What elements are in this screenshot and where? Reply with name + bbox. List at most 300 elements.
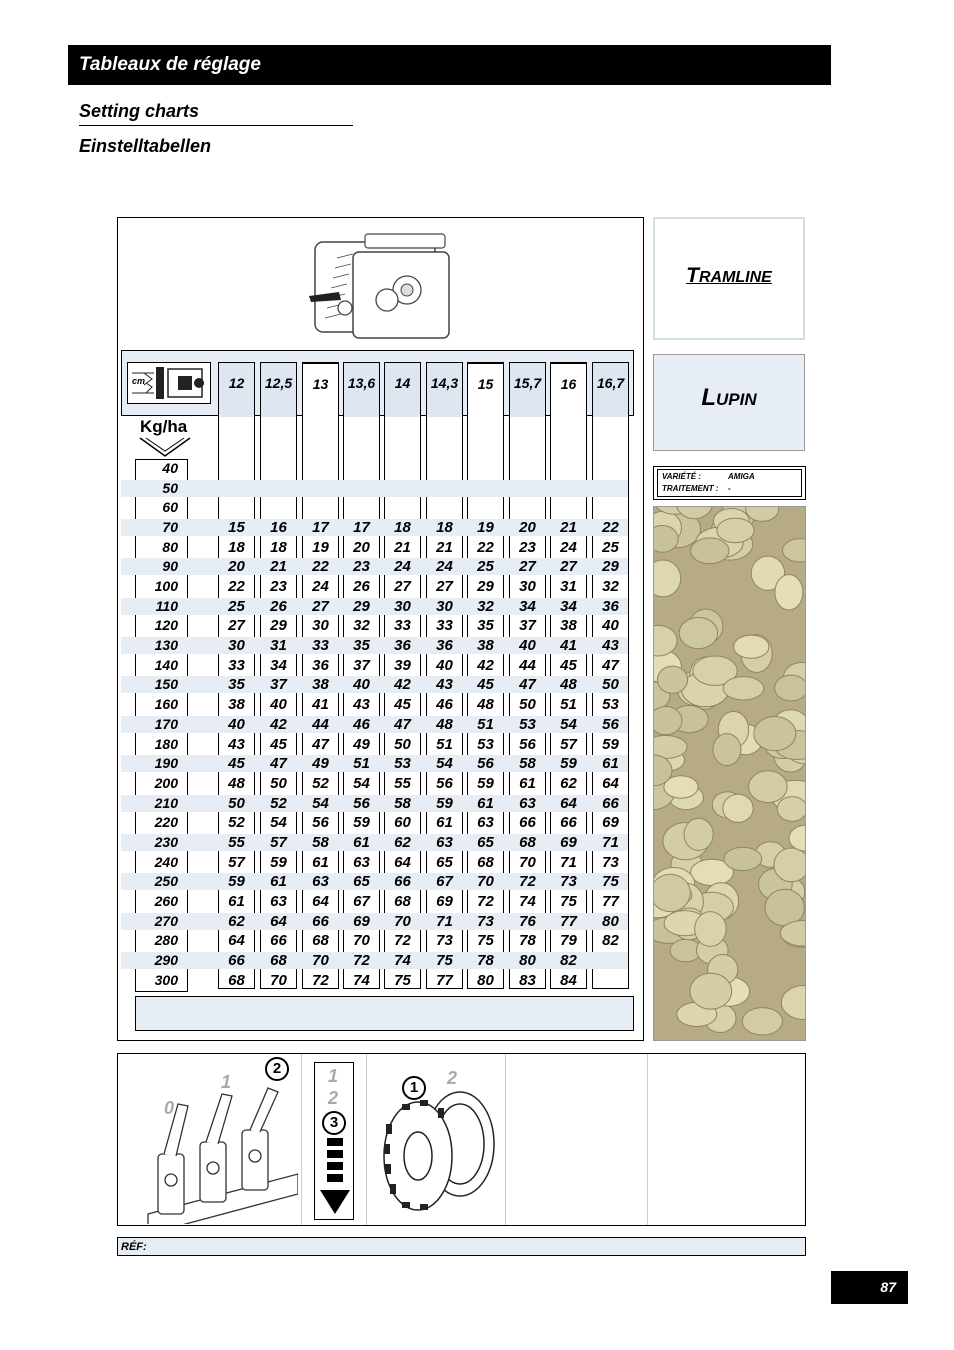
- table-cell: 36: [436, 637, 453, 655]
- table-cell: 51: [436, 735, 453, 753]
- table-cell: 53: [394, 755, 411, 773]
- table-cell: 27: [394, 578, 411, 596]
- table-cell: 25: [477, 558, 494, 576]
- arrow-down-icon: [138, 436, 192, 458]
- table-cell: 78: [477, 952, 494, 969]
- kg-ha-value: 170: [154, 715, 178, 732]
- table-cell: 56: [602, 715, 619, 733]
- seed-shape: [774, 848, 805, 882]
- seed-shape: [742, 1008, 782, 1035]
- table-cell: 59: [602, 735, 619, 753]
- tramline-label: TRAMLINE: [686, 264, 772, 287]
- table-cell: 63: [353, 853, 370, 871]
- variety-row: VARIÉTÉ : AMIGA: [662, 472, 755, 481]
- seed-shape: [657, 666, 687, 693]
- table-cell: 57: [228, 853, 245, 871]
- table-cell: 66: [602, 794, 619, 812]
- table-cell: 55: [228, 833, 245, 851]
- table-cell: 21: [394, 538, 411, 556]
- table-cell: 73: [602, 853, 619, 871]
- table-cell: 80: [477, 971, 494, 989]
- table-cell: 21: [436, 538, 453, 556]
- seed-shape: [781, 986, 805, 1020]
- table-cell: 30: [312, 617, 329, 635]
- table-cell: 61: [228, 892, 245, 910]
- table-cell: 27: [228, 617, 245, 635]
- table-cell: 29: [477, 578, 494, 596]
- table-cell: 33: [228, 656, 245, 674]
- subtitle-underline: [79, 125, 353, 126]
- table-cell: 20: [228, 558, 245, 576]
- table-cell: 61: [477, 794, 494, 812]
- table-cell: 25: [602, 538, 619, 556]
- kg-ha-value: 200: [154, 774, 178, 791]
- table-cell: 65: [477, 833, 494, 851]
- table-cell: 37: [353, 656, 370, 674]
- table-cell: 59: [436, 794, 453, 812]
- table-cell: 61: [436, 814, 453, 832]
- divider: [366, 1054, 367, 1225]
- table-cell: 59: [270, 853, 287, 871]
- table-cell: 30: [228, 637, 245, 655]
- table-cell: 38: [312, 676, 329, 694]
- table-cell: 60: [394, 814, 411, 832]
- table-cell: 64: [602, 774, 619, 792]
- column-header: 15,7: [510, 363, 545, 417]
- table-cell: 66: [394, 873, 411, 891]
- table-cell: 36: [312, 656, 329, 674]
- table-cell: 42: [394, 676, 411, 694]
- column-header: 15: [477, 376, 494, 392]
- table-cell: 39: [394, 656, 411, 674]
- seed-shape: [654, 560, 681, 597]
- table-cell: 64: [228, 932, 245, 950]
- table-cell: 76: [519, 912, 536, 930]
- seed-shape: [754, 717, 796, 751]
- page-title: Tableaux de réglage: [79, 54, 261, 75]
- kg-ha-value: 150: [154, 676, 178, 693]
- settings-panel: [117, 1053, 806, 1226]
- kg-ha-value: 50: [162, 479, 178, 496]
- table-cell: 27: [519, 558, 536, 576]
- table-cell: 40: [436, 656, 453, 674]
- table-cell: 55: [394, 774, 411, 792]
- table-cell: 51: [560, 696, 577, 714]
- table-cell: 68: [477, 853, 494, 871]
- variety-info: [657, 469, 802, 497]
- table-cell: 75: [602, 873, 619, 891]
- table-cell: 82: [602, 932, 619, 950]
- table-cell: 41: [312, 696, 329, 714]
- table-cell: 78: [519, 932, 536, 950]
- seed-shape: [679, 618, 717, 649]
- seed-shape: [654, 625, 677, 656]
- seed-shape: [777, 797, 805, 822]
- table-cell: 58: [519, 755, 536, 773]
- seed-shape: [713, 734, 741, 766]
- table-cell: 68: [228, 971, 245, 989]
- table-cell: 29: [270, 617, 287, 635]
- table-cell: 32: [353, 617, 370, 635]
- table-cell: 24: [436, 558, 453, 576]
- table-cell: 54: [436, 755, 453, 773]
- column-header: 14,3: [427, 363, 462, 417]
- table-cell: 38: [477, 637, 494, 655]
- kg-ha-value: 40: [162, 460, 178, 476]
- kg-ha-label: Kg/ha: [140, 417, 188, 436]
- table-cell: 62: [228, 912, 245, 930]
- table-cell: 57: [560, 735, 577, 753]
- table-cell: 24: [560, 538, 577, 556]
- table-cell: 56: [477, 755, 494, 773]
- table-cell: 61: [312, 853, 329, 871]
- table-cell: 47: [312, 735, 329, 753]
- table-cell: 68: [270, 952, 287, 969]
- table-cell: 20: [353, 538, 370, 556]
- table-cell: 69: [353, 912, 370, 930]
- chart-footer-box: [135, 996, 634, 1031]
- kg-ha-value: 210: [154, 794, 178, 811]
- table-cell: 74: [394, 952, 411, 969]
- seed-shape: [724, 847, 762, 870]
- column-header: 12: [219, 363, 254, 417]
- table-cell: 37: [519, 617, 536, 635]
- table-cell: 33: [436, 617, 453, 635]
- page-number: 87: [831, 1271, 908, 1304]
- table-cell: 77: [602, 892, 619, 910]
- lupin-seeds-photo: [653, 506, 806, 1041]
- seed-shape: [723, 794, 753, 822]
- table-cell: 27: [312, 597, 329, 615]
- table-cell: 54: [312, 794, 329, 812]
- table-cell: 63: [519, 794, 536, 812]
- table-cell: 70: [353, 932, 370, 950]
- table-cell: 18: [228, 538, 245, 556]
- table-cell: 73: [560, 873, 577, 891]
- table-cell: 50: [394, 735, 411, 753]
- table-cell: 18: [270, 538, 287, 556]
- kg-ha-value: 110: [155, 597, 178, 614]
- table-cell: 72: [519, 873, 536, 891]
- kg-ha-value: 120: [154, 617, 178, 634]
- divider: [505, 1054, 506, 1225]
- table-cell: 40: [270, 696, 287, 714]
- crop-name: LUPIN: [701, 384, 757, 411]
- row-band: [121, 480, 628, 497]
- kg-ha-value: 140: [154, 656, 178, 673]
- table-cell: 68: [519, 833, 536, 851]
- column-header: 14: [385, 363, 420, 417]
- table-cell: 42: [270, 715, 287, 733]
- table-cell: 71: [602, 833, 619, 851]
- table-cell: 65: [436, 853, 453, 871]
- table-cell: 15: [228, 519, 245, 537]
- table-cell: 74: [353, 971, 370, 989]
- table-cell: 72: [477, 892, 494, 910]
- table-cell: 37: [270, 676, 287, 694]
- table-cell: 73: [477, 912, 494, 930]
- table-cell: 23: [353, 558, 370, 576]
- table-cell: 24: [394, 558, 411, 576]
- table-cell: 59: [353, 814, 370, 832]
- table-cell: 70: [394, 912, 411, 930]
- table-cell: 31: [560, 578, 577, 596]
- table-cell: 25: [228, 597, 245, 615]
- table-cell: 62: [394, 833, 411, 851]
- seeds-texture: [654, 507, 805, 1040]
- table-cell: 53: [602, 696, 619, 714]
- table-cell: 22: [228, 578, 245, 596]
- kg-ha-value: 300: [154, 971, 178, 988]
- table-cell: 47: [270, 755, 287, 773]
- table-cell: 30: [519, 578, 536, 596]
- table-cell: 70: [270, 971, 287, 989]
- table-cell: 68: [312, 932, 329, 950]
- table-cell: 26: [270, 597, 287, 615]
- table-cell: 66: [270, 932, 287, 950]
- table-cell: 66: [560, 814, 577, 832]
- table-cell: 32: [602, 578, 619, 596]
- table-cell: 75: [394, 971, 411, 989]
- table-cell: 17: [353, 519, 370, 537]
- table-cell: 49: [353, 735, 370, 753]
- table-cell: 72: [353, 952, 370, 969]
- table-cell: 77: [436, 971, 453, 989]
- kg-ha-value: 80: [162, 538, 178, 555]
- page-header-bar: [68, 45, 831, 85]
- table-cell: 69: [436, 892, 453, 910]
- table-cell: 72: [394, 932, 411, 950]
- seed-shape: [775, 675, 805, 701]
- table-cell: 40: [353, 676, 370, 694]
- table-cell: 64: [394, 853, 411, 871]
- divider: [301, 1054, 302, 1225]
- table-cell: 31: [270, 637, 287, 655]
- seed-shape: [695, 912, 726, 947]
- table-cell: 17: [312, 519, 329, 537]
- table-cell: 43: [228, 735, 245, 753]
- table-cell: 80: [519, 952, 536, 969]
- table-cell: 42: [477, 656, 494, 674]
- table-cell: 23: [519, 538, 536, 556]
- table-cell: 45: [394, 696, 411, 714]
- seed-shape: [734, 635, 769, 658]
- table-cell: 33: [312, 637, 329, 655]
- seed-shape: [775, 575, 803, 610]
- table-cell: 21: [270, 558, 287, 576]
- table-cell: 34: [270, 656, 287, 674]
- table-cell: 77: [560, 912, 577, 930]
- table-cell: 30: [394, 597, 411, 615]
- table-cell: 74: [519, 892, 536, 910]
- table-cell: 61: [270, 873, 287, 891]
- table-cell: 40: [228, 715, 245, 733]
- table-cell: 70: [519, 853, 536, 871]
- table-cell: 53: [477, 735, 494, 753]
- table-cell: 56: [353, 794, 370, 812]
- table-cell: 50: [519, 696, 536, 714]
- seed-shape: [684, 818, 713, 850]
- table-cell: 43: [436, 676, 453, 694]
- table-cell: 52: [312, 774, 329, 792]
- table-cell: 72: [312, 971, 329, 989]
- table-cell: 63: [436, 833, 453, 851]
- table-cell: 20: [519, 519, 536, 537]
- table-cell: 61: [519, 774, 536, 792]
- reference-field: RÉF:: [117, 1237, 806, 1256]
- table-cell: 70: [477, 873, 494, 891]
- table-cell: 59: [228, 873, 245, 891]
- table-cell: 50: [270, 774, 287, 792]
- kg-ha-value: 190: [154, 755, 178, 772]
- table-cell: 50: [602, 676, 619, 694]
- wheel-position-2: 2: [447, 1068, 458, 1088]
- wheel-position-1-selected: 1: [402, 1076, 426, 1100]
- table-cell: 48: [228, 774, 245, 792]
- kg-ha-value: 100: [154, 578, 178, 595]
- divider: [647, 1054, 648, 1225]
- table-cell: 34: [519, 597, 536, 615]
- kg-ha-value: 180: [154, 735, 178, 752]
- kg-ha-value: 90: [162, 558, 178, 575]
- table-cell: 69: [602, 814, 619, 832]
- table-cell: 22: [477, 538, 494, 556]
- seed-shape: [782, 539, 805, 562]
- table-cell: 56: [312, 814, 329, 832]
- table-cell: 18: [436, 519, 453, 537]
- table-cell: 61: [602, 755, 619, 773]
- table-cell: 59: [560, 755, 577, 773]
- subtitle-english: Setting charts: [79, 101, 200, 121]
- table-cell: 35: [477, 617, 494, 635]
- table-cell: 22: [602, 519, 619, 537]
- table-cell: 38: [228, 696, 245, 714]
- table-cell: 43: [602, 637, 619, 655]
- table-cell: 29: [602, 558, 619, 576]
- seed-shape: [654, 707, 682, 735]
- table-cell: 58: [394, 794, 411, 812]
- table-cell: 27: [436, 578, 453, 596]
- table-cell: 43: [353, 696, 370, 714]
- table-cell: 33: [394, 617, 411, 635]
- table-cell: 69: [560, 833, 577, 851]
- kg-ha-value: 240: [154, 853, 178, 870]
- table-cell: 21: [560, 519, 577, 537]
- table-cell: 64: [270, 912, 287, 930]
- table-cell: 79: [560, 932, 577, 950]
- table-cell: 58: [312, 833, 329, 851]
- table-cell: 48: [560, 676, 577, 694]
- seed-shape: [789, 825, 805, 851]
- table-cell: 82: [560, 952, 577, 969]
- table-cell: 40: [519, 637, 536, 655]
- table-cell: 63: [312, 873, 329, 891]
- table-cell: 47: [519, 676, 536, 694]
- table-cell: 23: [270, 578, 287, 596]
- table-cell: 52: [270, 794, 287, 812]
- table-cell: 48: [436, 715, 453, 733]
- seed-shape: [654, 874, 690, 911]
- drive-wheel-illustration: [380, 1084, 500, 1224]
- seed-shape: [690, 973, 732, 1009]
- table-cell: 54: [560, 715, 577, 733]
- metering-box-illustration: [305, 228, 455, 346]
- kg-ha-value: 250: [154, 873, 178, 890]
- table-cell: 63: [270, 892, 287, 910]
- column-header: 12,5: [261, 363, 296, 417]
- table-cell: 40: [602, 617, 619, 635]
- gear-step-3-selected: 3: [322, 1111, 346, 1135]
- gear-step-2: 2: [328, 1088, 339, 1108]
- seed-shape: [717, 518, 754, 543]
- table-cell: 38: [560, 617, 577, 635]
- lever-position-1: 1: [221, 1072, 232, 1092]
- table-cell: 67: [436, 873, 453, 891]
- table-cell: 75: [560, 892, 577, 910]
- table-cell: 45: [560, 656, 577, 674]
- table-cell: 71: [436, 912, 453, 930]
- table-cell: 49: [312, 755, 329, 773]
- row-spacing-icon-box: [127, 362, 211, 404]
- table-cell: 32: [477, 597, 494, 615]
- gear-step-1: 1: [328, 1066, 339, 1086]
- kg-ha-value: 220: [154, 814, 178, 831]
- table-cell: 50: [228, 794, 245, 812]
- table-cell: 70: [312, 952, 329, 969]
- kg-ha-value: 290: [154, 952, 178, 968]
- table-cell: 46: [353, 715, 370, 733]
- table-cell: 18: [394, 519, 411, 537]
- kg-ha-value: 230: [154, 833, 178, 850]
- table-cell: 36: [394, 637, 411, 655]
- table-cell: 64: [560, 794, 577, 812]
- table-cell: 66: [519, 814, 536, 832]
- seed-shape: [691, 538, 729, 564]
- seed-shape: [723, 677, 764, 700]
- table-cell: 16: [270, 519, 287, 537]
- table-cell: 30: [436, 597, 453, 615]
- table-cell: 84: [560, 971, 577, 989]
- table-cell: 19: [312, 538, 329, 556]
- table-cell: 75: [477, 932, 494, 950]
- kg-ha-value: 130: [154, 637, 178, 654]
- table-cell: 68: [394, 892, 411, 910]
- table-cell: 80: [602, 912, 619, 930]
- table-cell: 47: [602, 656, 619, 674]
- table-cell: 83: [519, 971, 536, 989]
- table-cell: 22: [312, 558, 329, 576]
- table-cell: 51: [477, 715, 494, 733]
- table-cell: 36: [602, 597, 619, 615]
- table-cell: 56: [436, 774, 453, 792]
- table-cell: 47: [394, 715, 411, 733]
- table-cell: 57: [270, 833, 287, 851]
- table-cell: 52: [228, 814, 245, 832]
- subtitle-german: Einstelltabellen: [79, 136, 212, 156]
- coulter-lever-illustration: [138, 1084, 298, 1224]
- table-cell: 45: [270, 735, 287, 753]
- kg-ha-value: 280: [154, 932, 178, 949]
- table-cell: 75: [436, 952, 453, 969]
- table-cell: 56: [519, 735, 536, 753]
- arrow-down-icon: [318, 1138, 352, 1218]
- table-cell: 66: [228, 952, 245, 969]
- table-cell: 44: [519, 656, 536, 674]
- table-cell: 41: [560, 637, 577, 655]
- table-cell: 45: [228, 755, 245, 773]
- table-cell: 59: [477, 774, 494, 792]
- kg-ha-value: 160: [154, 696, 178, 713]
